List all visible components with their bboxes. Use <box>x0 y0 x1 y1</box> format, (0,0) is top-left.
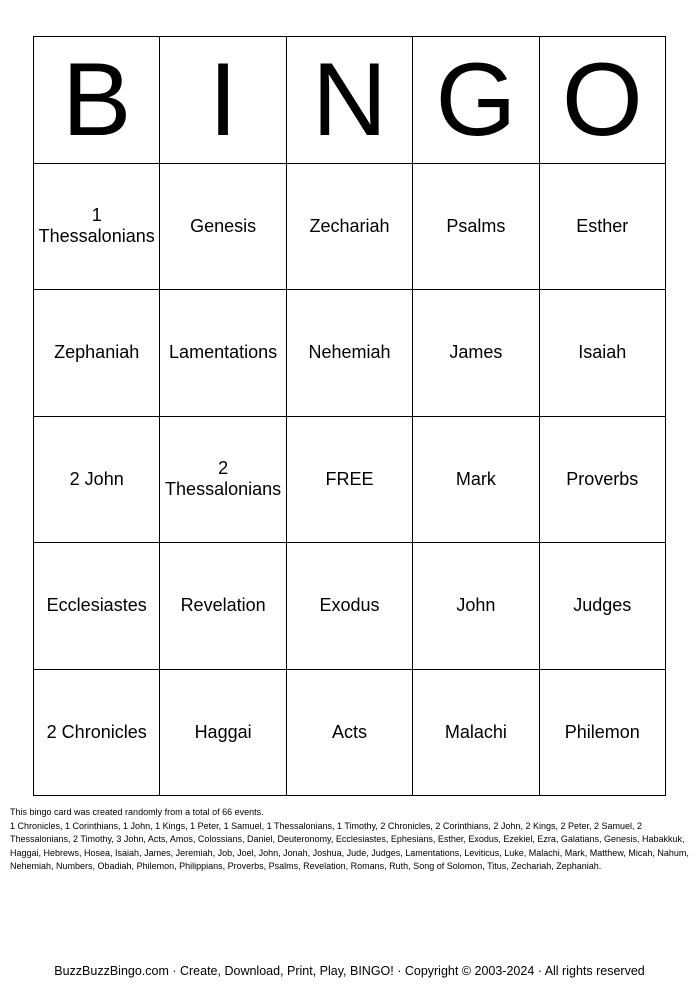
header-letter-b: B <box>34 37 160 164</box>
bingo-cell <box>287 290 413 417</box>
info-event-list: 1 Chronicles, 1 Corinthians, 1 John, 1 Kings, 1 Peter, 1 Samuel, 1 Thessalonians, 1 Timothy, 2 Chronicles, 2 Corinthians, 2 John, 2 Kings, 2 Peter, 2 Samuel, 2 Thessalonians, 2 Timothy, 3 John, Acts, Amos, Colossians, Daniel, Deuteronomy, Ecclesiastes, Ephesians, Esther, Exodus, Ezekiel, Ezra, Galatians, Genesis, Habakkuk, Haggai, Hebrews, Hosea, Isaiah, James, Jeremiah, Job, Joel, John, Jonah, Joshua, Jude, Judges, Lamentations, Leviticus, Luke, Malachi, Mark, Matthew, Micah, Nahum, Nehemiah, Numbers, Obadiah, Philemon, Philippians, Proverbs, Psalms, Revelation, Romans, Ruth, Song of Solomon, Titus, Zechariah, Zephaniah. <box>10 820 689 871</box>
cell-label: Esther <box>576 215 629 236</box>
header-letter-g: G <box>413 37 539 164</box>
header-letter-n: N <box>287 37 413 164</box>
cell-label: 2 Chronicles <box>46 721 147 742</box>
card-info <box>10 806 690 874</box>
free-space-cell <box>287 417 413 544</box>
bingo-cell <box>413 543 539 670</box>
bingo-cell <box>540 290 666 417</box>
cell-label: Malachi <box>444 721 507 742</box>
cell-label: Ecclesiastes <box>46 595 147 616</box>
bingo-cell <box>34 543 160 670</box>
cell-label: Isaiah <box>578 342 627 363</box>
cell-label: Exodus <box>319 595 380 616</box>
cell-label: Acts <box>331 721 367 742</box>
cell-label: Zephaniah <box>54 342 140 363</box>
cell-label: John <box>456 595 496 616</box>
info-summary: This bingo card was created randomly from a total of 66 events. <box>10 807 264 817</box>
bingo-cell <box>160 290 286 417</box>
cell-label: Psalms <box>446 215 506 236</box>
cell-label: FREE <box>325 468 374 489</box>
bingo-cell <box>160 164 286 291</box>
bingo-cell <box>540 543 666 670</box>
cell-label: 1 Thessalonians <box>38 205 155 247</box>
bingo-cell <box>540 164 666 291</box>
bingo-cell <box>34 290 160 417</box>
bingo-cell <box>34 164 160 291</box>
bingo-cell <box>34 417 160 544</box>
page-footer: BuzzBuzzBingo.com · Create, Download, Print, Play, BINGO! · Copyright © 2003-2024 · All rights reserved <box>54 964 645 978</box>
cell-label: Zechariah <box>309 215 390 236</box>
bingo-cell <box>540 417 666 544</box>
bingo-card <box>33 36 666 796</box>
header-letter-o: O <box>540 37 666 164</box>
bingo-cell <box>413 670 539 797</box>
bingo-cell <box>413 417 539 544</box>
cell-label: James <box>449 342 503 363</box>
cell-label: 2 John <box>69 468 124 489</box>
bingo-cell <box>287 543 413 670</box>
cell-label: Judges <box>573 595 632 616</box>
header-letter-i: I <box>160 37 286 164</box>
cell-label: Haggai <box>194 721 252 742</box>
bingo-cell <box>413 164 539 291</box>
bingo-cell <box>160 670 286 797</box>
cell-label: 2 Thessalonians <box>165 458 282 500</box>
bingo-cell <box>34 670 160 797</box>
bingo-cell <box>287 164 413 291</box>
bingo-cell <box>413 290 539 417</box>
bingo-cell <box>160 543 286 670</box>
cell-label: Mark <box>455 468 496 489</box>
bingo-cell <box>160 417 286 544</box>
cell-label: Lamentations <box>169 342 278 363</box>
cell-label: Proverbs <box>566 468 639 489</box>
bingo-cell <box>540 670 666 797</box>
cell-label: Nehemiah <box>308 342 391 363</box>
cell-label: Revelation <box>180 595 266 616</box>
cell-label: Genesis <box>190 215 257 236</box>
cell-label: Philemon <box>564 721 640 742</box>
bingo-cell <box>287 670 413 797</box>
